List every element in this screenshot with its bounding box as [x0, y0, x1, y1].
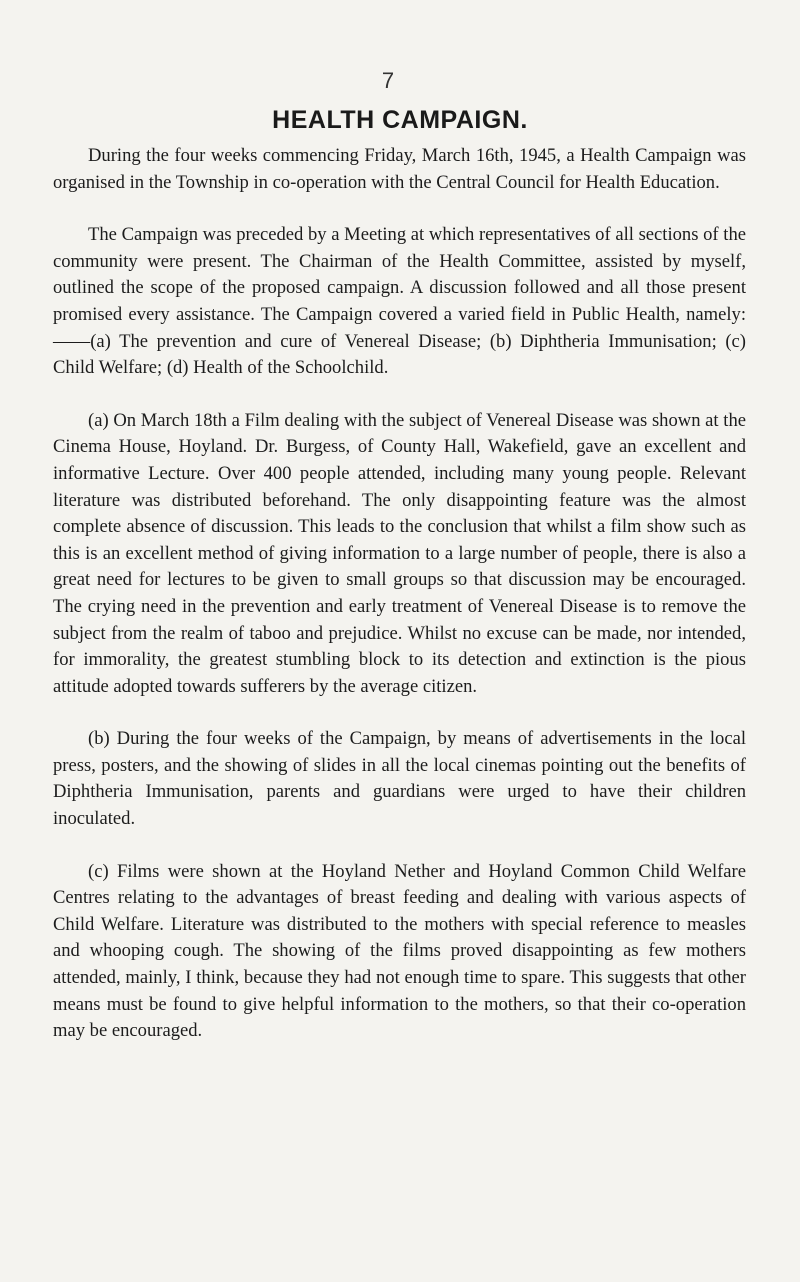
paragraph-child-welfare: (c) Films were shown at the Hoyland Nether and Hoyland Common Child Welfare Centres relating to the advantages of breast feeding and dealing with various aspects of Child Welfare. Literature was distributed to the mothers with special reference to measles and whooping cough. The showing of the films proved disappointing as few mothers attended, mainly, I think, because they had not enough time to spare. This suggests that other means must be found to give helpful information to the mothers, so that their co-operation may be encouraged. [53, 860, 746, 1042]
paragraph-venereal-disease: (a) On March 18th a Film dealing with the subject of Venereal Disease was shown at the Cinema House, Hoyland. Dr. Burgess, of County Hall, Wakefield, gave an excellent and informative Lecture. Over 400 people attended, including many young people. Relevant literature was distributed beforehand. The only disappointing feature was the almost complete absence of discussion. This leads to the conclusion that whilst a film show such as this is an excellent method of giving information to a large number of people, there is also a great need for lectures to be given to small groups so that discussion may be encouraged. The crying need in the prevention and early treatment of Venereal Disease is to remove the subject from the realm of taboo and prejudice. Whilst no excuse can be made, nor intended, for immorality, the greatest stumbling block to its detection and extinction is the pious attitude adopted towards sufferers by the average citizen. [53, 409, 746, 697]
page-title: HEALTH CAMPAIGN. [272, 106, 528, 134]
paragraph-diphtheria-immunisation: (b) During the four weeks of the Campaign, by means of advertisements in the local press, posters, and the showing of slides in all the local cinemas pointing out the benefits of Diphtheria Immunisation, parents and guardians were urged to have their children inoculated. [53, 728, 746, 830]
page-number: 7 [381, 68, 395, 93]
paragraph-introduction: During the four weeks commencing Friday, March 16th, 1945, a Health Campaign was organised in the Township in co-operation with the Central Council for Health Education. [53, 145, 746, 193]
paragraph-campaign-meeting: The Campaign was preceded by a Meeting at which representatives of all sections of the community were present. The Chairman of the Health Committee, assisted by myself, outlined the scope of the proposed campaign. A discussion followed and all those present promised every assistance. The Campaign covered a varied field in Public Health, namely:——(a) The prevention and cure of Venereal Disease; (b) Diphtheria Immunisation; (c) Child Welfare; (d) Health of the Schoolchild. [53, 224, 746, 379]
document-body [53, 143, 746, 1045]
